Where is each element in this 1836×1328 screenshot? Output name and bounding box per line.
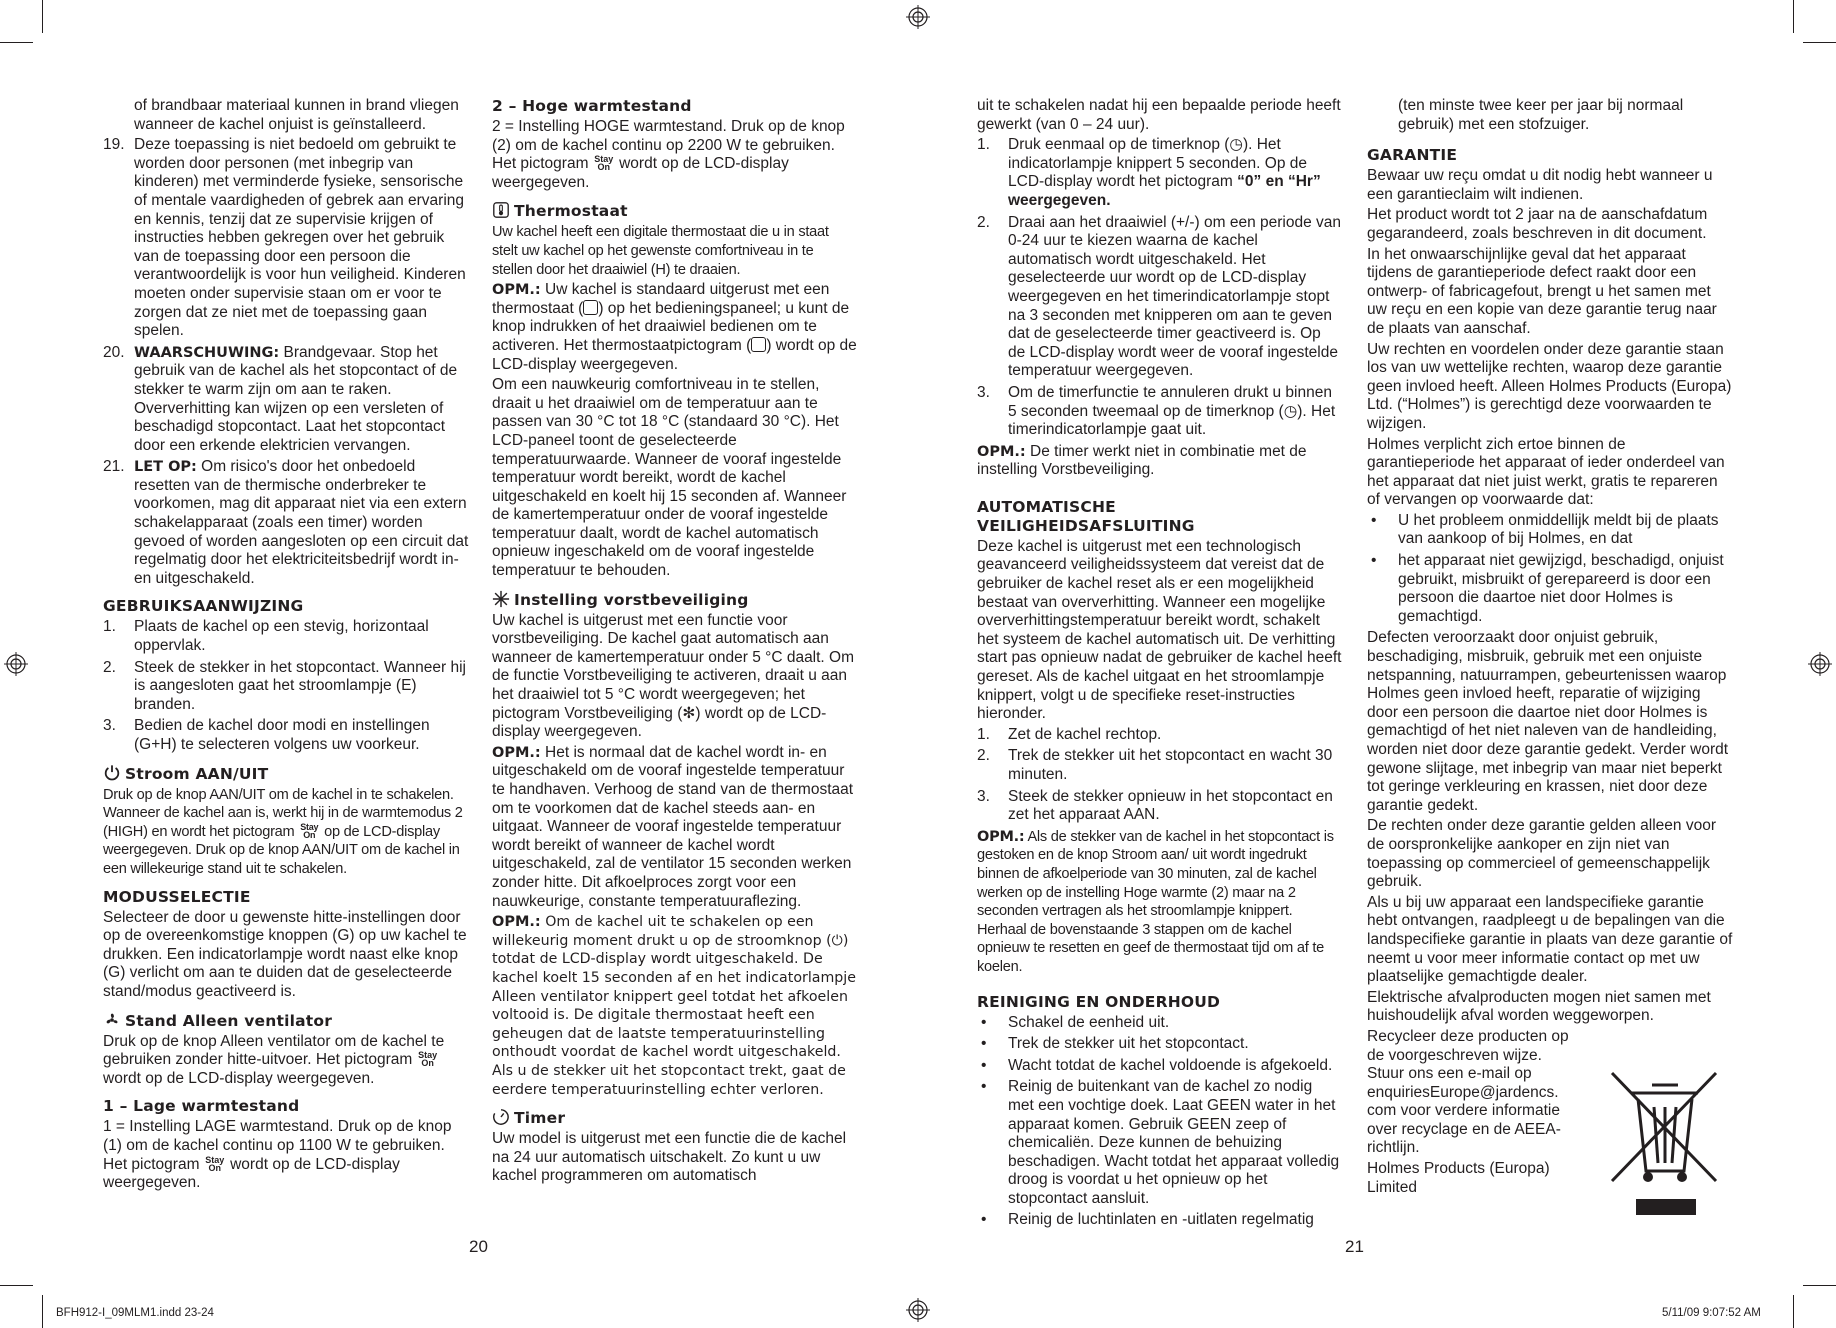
heading-text: Stand Alleen ventilator xyxy=(125,1011,333,1030)
note-label: OPM.: xyxy=(977,443,1026,460)
text: Om de kachel uit te schakelen op een willekeurig moment drukt u op de stroomknop ( xyxy=(492,914,832,949)
paragraph xyxy=(103,786,470,879)
registration-mark-icon xyxy=(906,5,930,29)
item-text: Trek de stekker uit het stopcontact en wacht 30 minuten. xyxy=(1008,747,1333,783)
timer-icon: ◷ xyxy=(1229,136,1243,154)
paragraph xyxy=(103,1118,470,1192)
column-3 xyxy=(977,97,1342,1233)
page-number: 21 xyxy=(1345,1237,1364,1256)
text: ). Het timerindicatorlampje gaat uit. xyxy=(1008,402,1336,439)
note-label: OPM.: xyxy=(492,744,541,761)
on-label: On xyxy=(208,1162,222,1173)
item-number: 1. xyxy=(977,725,990,743)
stay-on-icon xyxy=(298,823,320,839)
section-heading: REINIGING EN ONDERHOUD xyxy=(977,992,1221,1011)
note-paragraph xyxy=(977,443,1342,480)
text: Druk eenmaal op de timerknop ( xyxy=(1008,136,1230,154)
section-heading: 2 – Hoge warmtestand xyxy=(492,97,692,115)
caution-label: LET OP: xyxy=(134,459,197,476)
section-heading: GEBRUIKSAANWIJZING xyxy=(103,597,304,616)
list-item xyxy=(977,1211,1342,1230)
item-text: Om risico's door het onbedoeld resetten van de thermische onderbreker te voorkomen, mag dit apparaat niet via een extern schakelapparaat (zoals een timer) worden gevoed of worden aangesloten op een circuit dat regelmatig door het elektriciteitsbedrijf wordt in- en uitgeschakeld. xyxy=(134,458,469,587)
list-item xyxy=(977,1035,1342,1054)
text: 2 = Instelling HOGE warmtestand. Druk op de knop (2) om de kachel continu op 2200 W te gebruiken. Het pictogram xyxy=(492,118,845,173)
file-slug: BFH912-I_09MLM1.indd 23-24 xyxy=(56,1307,214,1319)
item-number: 20. xyxy=(103,343,125,361)
column-2 xyxy=(492,97,857,1188)
stay-on-icon xyxy=(593,155,615,171)
paragraph: (ten minste twee keer per jaar bij normaal gebruik) met een stofzuiger. xyxy=(1398,97,1684,133)
note-paragraph xyxy=(492,913,857,1099)
thermostat-heading xyxy=(492,201,857,221)
note-paragraph xyxy=(492,744,857,911)
item-number: 3. xyxy=(977,383,990,401)
item-text: het apparaat niet gewijzigd, beschadigd, onjuist gebruikt, misbruikt of gerepareerd is door een persoon die daartoe niet door Holmes is gemachtigd. xyxy=(1398,552,1724,625)
list-item xyxy=(977,214,1342,381)
timer-icon: ◷ xyxy=(1283,402,1298,420)
item-number: 1. xyxy=(103,618,116,636)
crossed-bin-icon xyxy=(1606,1063,1724,1219)
thermostat-icon xyxy=(492,201,510,219)
list-item xyxy=(977,726,1342,745)
crop-mark xyxy=(1803,42,1836,43)
bullet: • xyxy=(1371,552,1377,570)
text: wordt op de LCD-display weergegeven. xyxy=(103,1155,400,1192)
list-item xyxy=(103,136,470,341)
item-text: Bedien de kachel door modi en instellingen (G+H) te selecteren volgens uw voorkeur. xyxy=(134,717,430,753)
item-number: 2. xyxy=(977,213,990,231)
item-text: Zet de kachel rechtop. xyxy=(1008,725,1162,743)
item-number: 21. xyxy=(103,458,125,476)
section-heading: 1 – Lage warmtestand xyxy=(103,1097,300,1116)
stay-label: Stay xyxy=(594,154,614,165)
bullet: • xyxy=(981,1056,987,1074)
paragraph: Holmes verplicht zich ertoe binnen de garantieperiode het apparaat of ieder onderdeel van het apparaat dat niet juist werkt, gratis te repareren of vervangen op voorwaarde dat: xyxy=(1367,435,1725,509)
paragraph: Het product wordt tot 2 jaar na de aanschafdatum gegarandeerd, zoals beschreven in dit document. xyxy=(1367,206,1708,242)
section-heading: MODUSSELECTIE xyxy=(103,887,251,906)
column-1 xyxy=(103,97,470,1195)
bullet: • xyxy=(981,1211,987,1229)
frost-heading xyxy=(492,590,857,610)
stay-on-icon xyxy=(204,1156,226,1172)
crop-mark xyxy=(1803,1285,1836,1286)
text: Druk op de knop AAN/UIT om de kachel in te schakelen. Wanneer de kachel aan is, werkt hij in de warmtemodus 2 (HIGH) en wordt het pictogram xyxy=(103,786,463,840)
paragraph: Elektrische afvalproducten mogen niet samen met huishoudelijk afval worden weggeworpen. xyxy=(1367,988,1711,1025)
cleaning-list xyxy=(977,1014,1342,1231)
text: Om de timerfunctie te annuleren drukt u binnen 5 seconden tweemaal op de timerknop ( xyxy=(1008,383,1332,420)
item-text: Trek de stekker uit het stopcontact. xyxy=(1008,1035,1249,1053)
list-item xyxy=(977,384,1342,440)
item-text: Brandgevaar. Stop het gebruik van de kachel als het stopcontact of de stekker te warm zijn om aan te raken. Oververhitting kan wijzen op een versleten of beschadigd stopcontact. Laat het stopcontact door een erkende elektricien vervangen. xyxy=(134,343,458,454)
bullet: • xyxy=(981,1078,987,1096)
on-label: On xyxy=(421,1058,434,1069)
list-item xyxy=(103,717,470,754)
paragraph: Uw kachel heeft een digitale thermostaat die u in staat stelt uw kachel op het gewenste comfortniveau in te stellen door het draaiwiel (H) te draaien. xyxy=(492,224,829,278)
bullet: • xyxy=(1371,511,1377,529)
list-item xyxy=(103,458,470,588)
text: ) op het bedieningspaneel; u kunt de knop indrukken of het draaiwiel bedienen om te activeren. Het thermostaatpictogram ( xyxy=(492,299,850,354)
timer-list xyxy=(977,136,1342,440)
item-18-tail: of brandbaar materiaal kunnen in brand vliegen wanneer de kachel onjuist is geïnstalleerd. xyxy=(134,97,459,133)
crop-mark xyxy=(42,0,43,33)
item-text: Reinig de luchtinlaten en -uitlaten regelmatig xyxy=(1008,1211,1314,1229)
text: Druk op de knop Alleen ventilator om de kachel te gebruiken zonder hitte-uitvoer. Het pictogram xyxy=(103,1032,445,1069)
item-text: U het probleem onmiddellijk meldt bij de plaats van aankoop of bij Holmes, en dat xyxy=(1398,511,1719,548)
snowflake-icon: ✻ xyxy=(682,704,696,722)
note-label: OPM.: xyxy=(977,828,1025,845)
item-text: Steek de stekker opnieuw in het stopcontact en zet het apparaat AAN. xyxy=(1008,787,1333,824)
item-text: Schakel de eenheid uit. xyxy=(1008,1013,1170,1031)
note-label: OPM.: xyxy=(492,282,541,299)
section-heading: GARANTIE xyxy=(1367,146,1458,165)
power-heading xyxy=(103,764,470,784)
text: Het is normaal dat de kachel wordt in- en uitgeschakeld om de vooraf ingestelde temperatuur te handhaven. Verhoog de stand van de thermostaat om te voorkomen dat de kachel steeds aan- en uitgaat. Wanneer de vooraf ingestelde temperatuur wordt bereikt of wanneer de kachel wordt uitgeschakeld, zal de ventilator 15 seconden werken zonder hitte. Dit afkoelproces zorgt voor een nauwkeurige, constante temperatuuraflezing. xyxy=(492,743,854,910)
heading-text: Thermostaat xyxy=(514,202,628,221)
text: Uw kachel is standaard uitgerust met een thermostaat ( xyxy=(492,281,830,317)
item-number: 3. xyxy=(977,787,990,805)
heading-text: VEILIGHEIDSAFSLUITING xyxy=(977,516,1195,535)
list-item xyxy=(977,1057,1342,1076)
text: Draai aan het draaiwiel (+/-) om een periode van 0-24 uur te kiezen waarna de kachel automatisch wordt uitgeschakeld. Het geselecteerde uur wordt op de LCD-display weergegeven en het timerindicatorlampje stopt na 3 seconden met knipperen om aan te geven dat de geselecteerde timer geactiveerd is. Op de LCD-display wordt weer de vooraf ingestelde temperatuur weergegeven. xyxy=(1008,213,1342,380)
note-paragraph xyxy=(977,828,1342,977)
list-item xyxy=(1367,552,1734,626)
power-icon: ⏻ xyxy=(831,932,843,949)
registration-mark-icon xyxy=(1808,652,1832,676)
registration-mark-icon xyxy=(906,1298,930,1322)
item-number: 2. xyxy=(977,747,990,765)
stay-on-icon xyxy=(417,1051,439,1067)
registration-mark-icon xyxy=(4,652,28,676)
column-4 xyxy=(1367,97,1734,1199)
text: ). Het indicatorlampje knippert 5 seconden. Op de LCD-display wordt het pictogram xyxy=(1008,136,1307,191)
list-item xyxy=(103,618,470,655)
paragraph: Defecten veroorzaakt door onjuist gebruik, beschadiging, misbruik, gebruik met een onjuiste netspanning, natuurrampen, gebeurtenissen waarop Holmes geen invloed heeft, reparatie of wijziging door een persoon die daartoe niet door Holmes is gemachtigd of het niet naleven van de handleiding, worden niet door deze garantie gedekt. Verder wordt gewone slijtage, met inbegrip van maar niet beperkt tot geringe verkleuring en krassen, niet door deze garantie gedekt. xyxy=(1367,629,1729,814)
paragraph: uit te schakelen nadat hij een bepaalde periode heeft gewerkt (van 0 – 24 uur). xyxy=(977,97,1341,133)
paragraph: Uw model is uitgerust met een functie die de kachel na 24 uur automatisch uitschakelt. Zo kunt u uw kachel programmeren om automatisch xyxy=(492,1130,847,1185)
paragraph: Deze kachel is uitgerust met een technologisch geavanceerd veiligheidssysteem dat vereist dat de gebruiker de kachel reset als er een mogelijkheid bestaat van oververhitting. Wanneer een mogelijke oververhittingstemperatuur bereikt wordt, schakelt het systeem de kachel automatisch uit. De verhitting start pas opnieuw nadat de gebruiker de kachel heeft gereset. Als de kachel uitgaat en het stroomlampje knippert, volgt u de specifieke reset-instructies hieronder. xyxy=(977,537,1342,723)
item-text: Wacht totdat de kachel voldoende is afgekoeld. xyxy=(1008,1056,1333,1074)
company-name: Holmes Products (Europa) Limited xyxy=(1367,1160,1550,1196)
note-label: OPM.: xyxy=(492,914,541,931)
bold-text: “0” en “Hr” weergegeven. xyxy=(1008,173,1321,209)
paragraph: Uw rechten en voordelen onder deze garantie staan los van uw wettelijke rechten, waarop deze garantie geen invloed heeft. Alleen Holmes Products (Europa) Ltd. (“Holmes”) is gerechtigd deze voorwaarden te wijzigen. xyxy=(1367,340,1732,432)
on-label: On xyxy=(303,829,316,840)
heading-text: AUTOMATISCHE xyxy=(977,497,1116,516)
text: ) wordt op de LCD-display weergegeven. xyxy=(492,336,857,373)
list-item xyxy=(103,659,470,715)
paragraph: Selecteer de door u gewenste hitte-instellingen door op de overeenkomstige knoppen (G) op uw kachel te drukken. Een indicatorlampje wordt naast elke knop (G) verlicht om aan te duiden dat de geselecteerde stand/modus geactiveerd is. xyxy=(103,908,467,1000)
item-text: Deze toepassing is niet bedoeld om gebruikt te worden door personen (met inbegrip van kinderen) met verminderde fysieke, sensorische of mentale vaardigheden of gebrek aan ervaring en kennis, tenzij dat ze supervisie krijgen of instructies hebben gekregen over het gebruik van de toepassing door een persoon die verantwoordelijk is voor hun veiligheid. Kinderen moeten onder supervisie staan om er voor te zorgen dat ze niet met de toepassing gaan spelen. xyxy=(134,136,466,340)
item-text: Steek de stekker in het stopcontact. Wanneer hij is aangesloten gaat het stroomlampje (E) branden. xyxy=(134,658,466,713)
power-icon xyxy=(103,764,121,782)
text: wordt op de LCD-display weergegeven. xyxy=(103,1069,375,1087)
snowflake-icon xyxy=(492,590,510,608)
crop-mark xyxy=(1793,0,1794,33)
warranty-conditions xyxy=(1367,512,1734,627)
crop-mark xyxy=(42,1295,43,1328)
list-item xyxy=(977,136,1342,210)
reset-list xyxy=(977,726,1342,825)
heading-text: Timer xyxy=(514,1109,566,1128)
stay-label: Stay xyxy=(418,1050,438,1061)
paragraph xyxy=(492,118,857,192)
paragraph xyxy=(492,612,857,742)
crop-mark xyxy=(0,42,33,43)
timer-icon xyxy=(492,1108,510,1126)
paragraph xyxy=(103,1033,470,1089)
stay-label: Stay xyxy=(205,1154,225,1165)
list-item xyxy=(977,747,1342,784)
text: De timer werkt niet in combinatie met de instelling Vorstbeveiliging. xyxy=(977,442,1307,479)
list-item xyxy=(977,1078,1342,1208)
item-text: Plaats de kachel op een stevig, horizontaal oppervlak. xyxy=(134,618,429,655)
stay-label: Stay xyxy=(300,821,319,832)
list-item xyxy=(977,1014,1342,1033)
crop-mark xyxy=(1793,1295,1794,1328)
list-item xyxy=(977,788,1342,825)
fan-icon xyxy=(103,1011,121,1029)
on-label: On xyxy=(597,162,611,173)
text: op de LCD-display weergegeven. Druk op de knop AAN/UIT om de kachel in een willekeurige stand uit te schakelen. xyxy=(103,823,460,877)
heading-text: Instelling vorstbeveiliging xyxy=(514,590,749,609)
paragraph: Bewaar uw reçu omdat u dit nodig hebt wanneer u een garantieclaim wilt indienen. xyxy=(1367,167,1713,203)
paragraph: Om een nauwkeurig comfortniveau in te stellen, draait u het draaiwiel om de temperatuur aan te passen van 30 °C tot 18 °C (standaard 30 °C). Het LCD-paneel toont de geselecteerde temperatuurwaarde. Wanneer de vooraf ingestelde temperatuur wordt bereikt, wordt de kachel uitgeschakeld en koelt hij 15 seconden af. Wanneer de kamertemperatuur onder de vooraf ingestelde temperatuur daalt, wordt de kachel automatisch opnieuw ingeschakeld om de vooraf ingestelde temperatuur te behouden. xyxy=(492,376,847,580)
list-item xyxy=(103,344,470,456)
paragraph: Als u bij uw apparaat een landspecifieke garantie hebt ontvangen, raadpleegt u de bepalingen van die landspecifieke garantie in plaats van deze garantie of neemt u voor meer informatie contact op met uw plaatselijke gemachtigde dealer. xyxy=(1367,893,1733,986)
note-paragraph xyxy=(492,281,857,374)
text: 1 = Instelling LAGE warmtestand. Druk op de knop (1) om de kachel continu op 1100 W te gebruiken. Het pictogram xyxy=(103,1118,452,1173)
item-number: 1. xyxy=(977,136,990,154)
timer-heading xyxy=(492,1108,857,1128)
print-timestamp: 5/11/09 9:07:52 AM xyxy=(1662,1307,1761,1319)
paragraph: De rechten onder deze garantie gelden alleen voor de oorspronkelijke aankoper en zijn niet van toepassing op commercieel of gemeenschappelijk gebruik. xyxy=(1367,817,1716,891)
item-number: 19. xyxy=(103,136,125,154)
text: wordt op de LCD-display weergegeven. xyxy=(492,155,789,191)
heading-text: Stroom AAN/UIT xyxy=(125,764,269,783)
list-item xyxy=(1367,512,1734,549)
usage-list xyxy=(103,618,470,754)
text: ) totdat de LCD-display wordt uitgeschakeld. De kachel koelt 15 seconden af en het indicatorlampje Alleen ventilator knippert geel totdat het afkoelen voltooid is. De digitale thermostaat heeft een geheugen dat de laatste temperatuurinstelling onthoudt voordat de kachel wordt uitgeschakeld. Als u de stekker uit het stopcontact trekt, gaat de eerdere temperatuurinstelling echter verloren. xyxy=(492,932,856,1098)
bullet: • xyxy=(981,1035,987,1053)
page-number: 20 xyxy=(469,1237,488,1256)
crop-mark xyxy=(0,1285,33,1286)
text: Uw kachel is uitgerust met een functie voor vorstbeveiliging. De kachel gaat automatisch aan wanneer de kamertemperatuur onder 5 °C daalt. Om de functie Vorstbeveiliging te activeren, draait u aan het draaiwiel tot 5 °C wordt weergegeven; het pictogram Vorstbeveiliging ( xyxy=(492,611,855,722)
item-number: 3. xyxy=(103,717,116,735)
warning-label: WAARSCHUWING: xyxy=(134,344,280,361)
bullet: • xyxy=(981,1013,987,1031)
item-number: 2. xyxy=(103,658,116,676)
item-text: Reinig de buitenkant van de kachel zo nodig met een vochtige doek. Laat GEEN water in het apparaat komen. Gebruik GEEN zeep of chemicaliën. Deze kunnen de behuizing beschadigen. Wacht totdat het apparaat volledig droog is voordat u het opnieuw op het stopcontact aansluit. xyxy=(1008,1078,1340,1207)
paragraph: In het onwaarschijnlijke geval dat het apparaat tijdens de garantieperiode defect raakt door een ontwerp- of fabricagefout, brengt u het samen met uw reçu en een kopie van deze garantie terug naar de plaats van aanschaf. xyxy=(1367,245,1717,337)
text: Als de stekker van de kachel in het stopcontact is gestoken en de knop Stroom aan/ uit wordt ingedrukt binnen de afkoelperiode van 30 minuten, zal de kachel werken op de instelling Hoge warmte (2) maar na 2 seconden vertragen als het stroomlampje knippert. Herhaal de bovenstaande 3 stappen om de kachel opnieuw te resetten en geef de thermostaat tijd om af te koelen. xyxy=(977,828,1334,975)
section-heading xyxy=(977,498,1342,536)
text: ) wordt op de LCD-display weergegeven. xyxy=(492,704,827,741)
paragraph: Recycleer deze producten op de voorgeschreven wijze. Stuur ons een e-mail op enquiriesEurope@jardencs. com voor verdere informatie over recyclage en de AEEA-richtlijn. xyxy=(1367,1027,1569,1157)
safety-list xyxy=(103,136,470,588)
thermostat-icon xyxy=(583,300,598,315)
thermostat-icon xyxy=(751,337,766,352)
fan-heading xyxy=(103,1011,470,1031)
